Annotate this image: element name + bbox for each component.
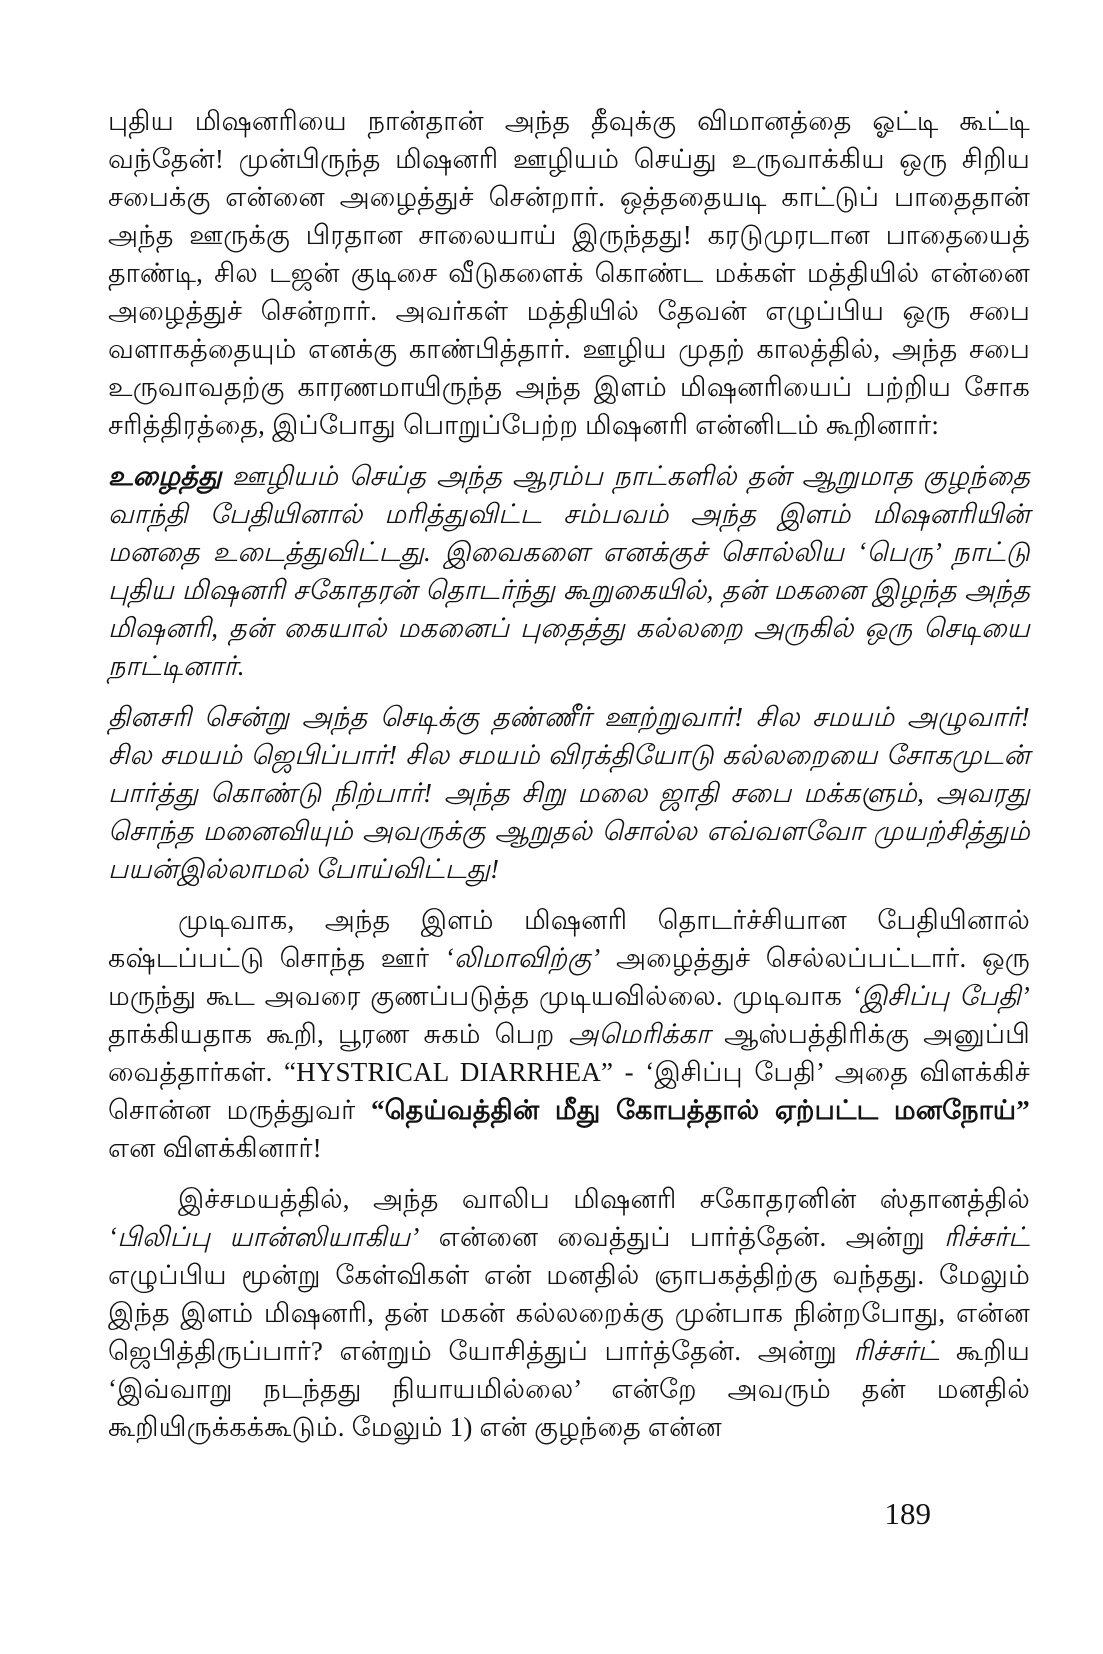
text-segment: எழுப்பிய மூன்று கேள்விகள் என் மனதில் ஞாபகத்திற்கு வந்தது. மேலும் இந்த இளம் மிஷனரி, தன் மகன் கல்லறைக்கு முன்பாக நின்றபோது, என்ன ஜெபித்திருப்பார்? என்றும் யோசித்துப் பார்த்தேன். அன்று [108,1260,1030,1366]
text-segment: இச்சமயத்தில், அந்த வாலிப மிஷனரி சகோதரனின் ஸ்தானத்தில் [178,1184,1030,1214]
text-segment: ‘பிலிப்பு யான்ஸியாகிய’ [108,1222,420,1252]
paragraph-reflection [108,1180,1030,1446]
text-segment: ‘இசிப்பு பேதி’ [851,981,1030,1011]
text-segment: அழைத்துச் செல்லப்பட்டார். ஒரு மருந்து கூட அவரை குணப்படுத்த முடியவில்லை. முடிவாக [108,943,1031,1011]
quote-paragraph-2 [108,698,1030,888]
text-segment: தினசரி சென்று அந்த செடிக்கு தண்ணீர் ஊற்றுவார்! சில சமயம் அழுவார்! சில சமயம் ஜெபிப்பார்! சில சமயம் விரக்தியோடு கல்லறையை சோகமுடன் பார்த்து கொண்டு நிற்பார்! அந்த சிறு மலை ஜாதி சபை மக்களும், அவரது சொந்த மனைவியும் அவருக்கு ஆறுதல் சொல்ல எவ்வளவோ முயற்சித்தும் பயன்இல்லாமல் போய்விட்டது! [108,702,1030,884]
page-number: 189 [884,1496,931,1531]
text-segment: ஊழியம் செய்த அந்த ஆரம்ப நாட்களில் தன் ஆறுமாத குழந்தை வாந்தி பேதியினால் மரித்துவிட்ட சம்பவம் அந்த இளம் மிஷனரியின் மனதை உடைத்துவிட்டது. இவைகளை எனக்குச் சொல்லிய ‘பெரு’ நாட்டு புதிய மிஷனரி சகோதரன் தொடர்ந்து கூறுகையில், தன் மகனை இழந்த அந்த மிஷனரி, தன் கையால் மகனைப் புதைத்து கல்லறை அருகில் ஒரு செடியை நாட்டினார். [108,461,1030,681]
paragraph-intro [108,102,1030,444]
quote-paragraph-1 [108,457,1030,685]
text-segment: என விளக்கினார்! [108,1133,322,1163]
text-segment: உழைத்து [108,461,222,491]
text-segment: தாக்கியதாக கூறி, பூரண சுகம் பெற [108,1019,569,1049]
text-segment: புதிய மிஷனரியை நான்தான் அந்த தீவுக்கு விமானத்தை ஓட்டி கூட்டி வந்தேன்! முன்பிருந்த மிஷனரி ஊழியம் செய்து உருவாக்கிய ஒரு சிறிய சபைக்கு என்னை அழைத்துச் சென்றார். ஒத்ததையடி காட்டுப் பாதைதான் அந்த ஊருக்கு பிரதான சாலையாய் இருந்தது! கரடுமுரடான பாதையைத் தாண்டி, சில டஜன் குடிசை வீடுகளைக் கொண்ட மக்கள் மத்தியில் என்னை அழைத்துச் சென்றார். அவர்கள் மத்தியில் தேவன் எழுப்பிய ஒரு சபை வளாகத்தையும் எனக்கு காண்பித்தார். ஊழிய முதற் காலத்தில், அந்த சபை உருவாவதற்கு காரணமாயிருந்த அந்த இளம் மிஷனரியைப் பற்றிய சோக சரித்திரத்தை, இப்போது பொறுப்பேற்ற மிஷனரி என்னிடம் கூறினார்: [108,106,1030,440]
paragraph-diagnosis [108,901,1030,1167]
page-text-block [108,102,1030,1446]
text-segment: ரிச்சர்ட் [944,1222,1030,1252]
text-segment: “தெய்வத்தின் மீது கோபத்தால் ஏற்பட்ட மனநோய்” [370,1095,1030,1125]
text-segment: கூறிய ‘இவ்வாறு நடந்தது நியாயமில்லை’ என்றே அவரும் தன் மனதில் கூறியிருக்கக்கூடும். மேலும் 1) என் குழந்தை என்ன [108,1336,1030,1442]
text-segment: ‘லிமாவிற்கு’ [444,943,601,973]
text-segment: அமெரிக்கா [568,1019,711,1049]
text-segment: முடிவாக, அந்த இளம் மிஷனரி தொடர்ச்சியான பேதியினால் கஷ்டப்பட்டு சொந்த ஊர் [108,905,1030,973]
text-segment: என்னை வைத்துப் பார்த்தேன். அன்று [419,1222,945,1252]
text-segment: ரிச்சர்ட் [853,1336,940,1366]
text-segment: ஆஸ்பத்திரிக்கு அனுப்பி வைத்தார்கள். “HYSTRICAL DIARRHEA” - ‘இசிப்பு பேதி’ அதை விளக்கிச் சொன்ன மருத்துவர் [108,1019,1030,1125]
